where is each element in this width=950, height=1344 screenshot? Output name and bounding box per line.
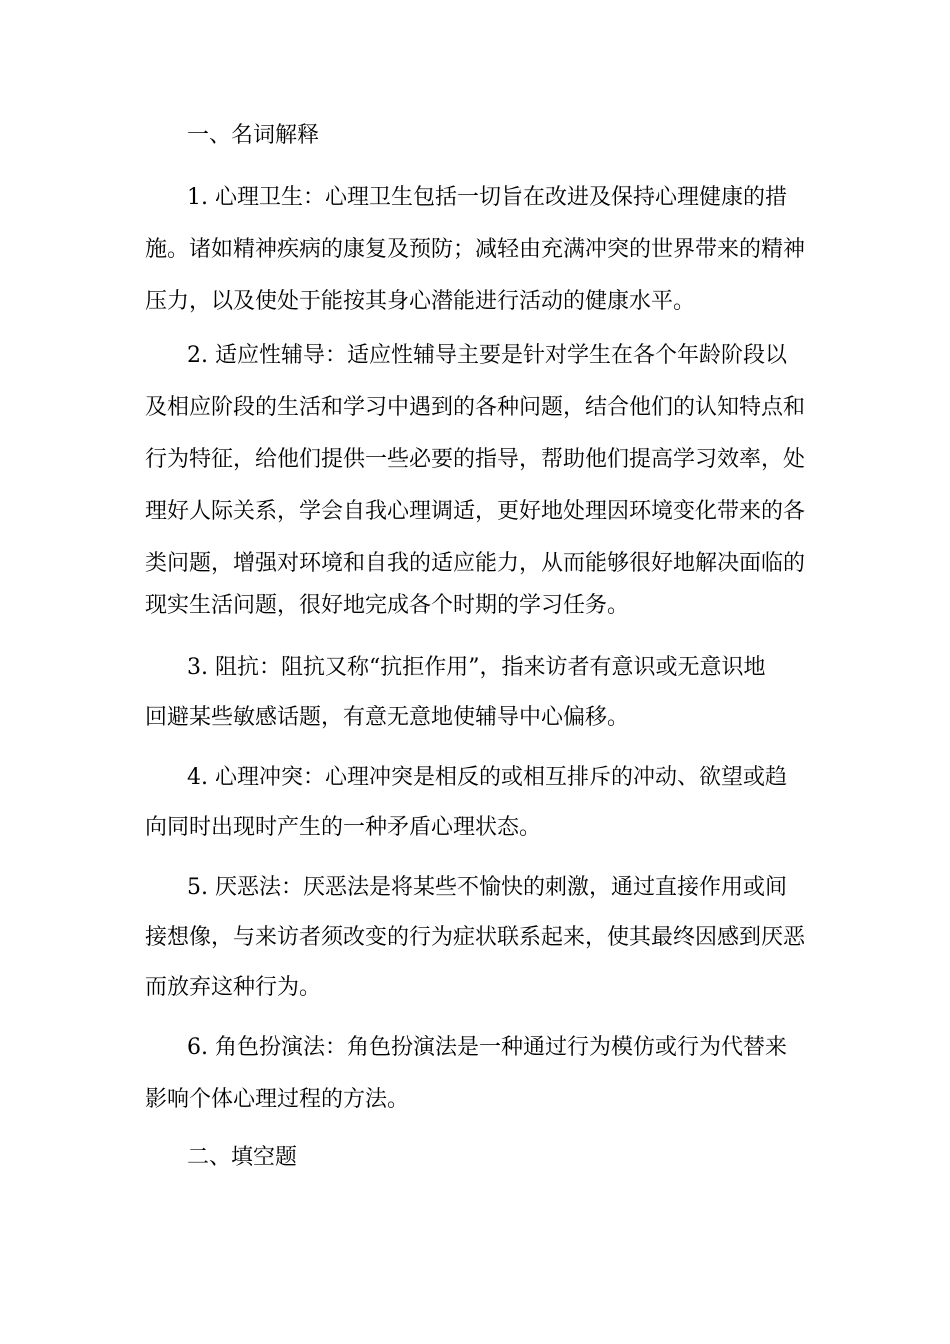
text-line: 而放弃这种行为。 (145, 975, 322, 1000)
text-line: 向同时出现时产生的一种矛盾心理状态。 (145, 815, 542, 840)
text-line: 6. 角色扮演法：角色扮演法是一种通过行为模仿或行为代替来 (187, 1035, 787, 1060)
text-line: 压力，以及使处于能按其身心潜能进行活动的健康水平。 (145, 289, 696, 314)
section-heading-2: 二、填空题 (187, 1145, 298, 1170)
text-line: 影响个体心理过程的方法。 (145, 1087, 410, 1112)
text-line: 2. 适应性辅导：适应性辅导主要是针对学生在各个年龄阶段以 (187, 343, 787, 368)
text-line: 3. 阻抗：阻抗又称“抗拒作用”，指来访者有意识或无意识地 (187, 655, 766, 680)
text-line: 4. 心理冲突：心理冲突是相反的或相互排斥的冲动、欲望或趋 (187, 765, 787, 790)
section-heading-1: 一、名词解释 (187, 123, 320, 148)
text-line: 5. 厌恶法：厌恶法是将某些不愉快的刺激，通过直接作用或间 (187, 875, 787, 900)
text-line: 1. 心理卫生：心理卫生包括一切旨在改进及保持心理健康的措 (187, 185, 787, 210)
text-line: 行为特征，给他们提供一些必要的指导，帮助他们提高学习效率，处 (145, 447, 806, 472)
text-line: 及相应阶段的生活和学习中遇到的各种问题，结合他们的认知特点和 (145, 395, 806, 420)
text-line: 回避某些敏感话题，有意无意地使辅导中心偏移。 (145, 705, 630, 730)
text-line: 施。诸如精神疾病的康复及预防；减轻由充满冲突的世界带来的精神 (145, 237, 806, 262)
text-line: 接想像，与来访者须改变的行为症状联系起来，使其最终因感到厌恶 (145, 925, 806, 950)
text-line: 理好人际关系，学会自我心理调适，更好地处理因环境变化带来的各 (145, 499, 806, 524)
text-line: 类问题，增强对环境和自我的适应能力，从而能够很好地解决面临的 (145, 551, 806, 576)
text-line: 现实生活问题，很好地完成各个时期的学习任务。 (145, 593, 630, 618)
